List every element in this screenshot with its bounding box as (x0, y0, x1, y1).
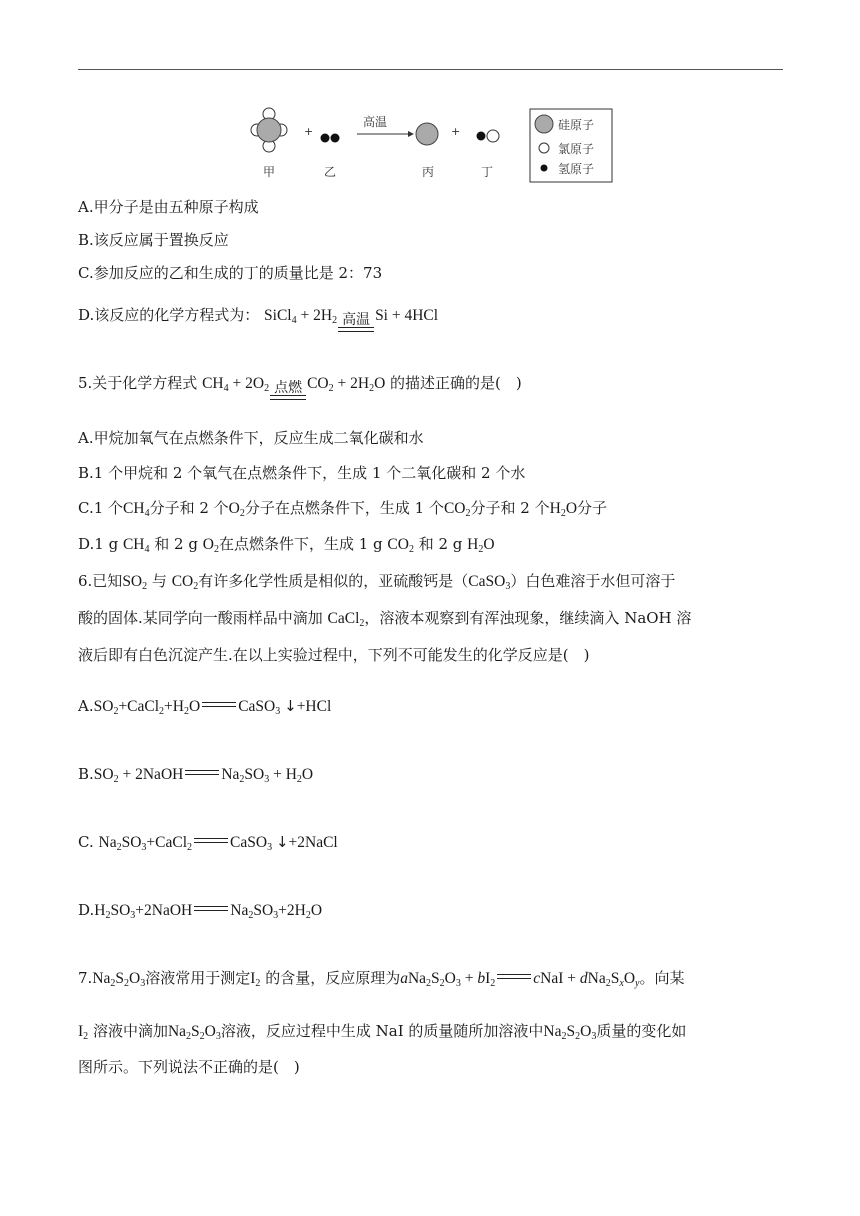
q6-option-c: C. $Na_2SO_3+CaCl_2$ CaSO$_3$ ↓+2NaCl (78, 833, 338, 853)
h-atom-icon (331, 134, 340, 143)
q6-stem-line2: 酸的固体.某同学向一酸雨样品中滴加 CaCl$_2$，溶液本观察到有浑浊现象，继续滴入 NaOH 溶 (78, 609, 692, 629)
q4-option-d: D.该反应的化学方程式为： SiCl$_4$ + $2H_2$ 高温 Si + 4HCl (78, 305, 438, 332)
legend-si: 硅原子 (558, 118, 595, 132)
q5-option-c: C.1 个$CH_4$分子和 2 个$O_2$分子在点燃条件下，生成 1 个$CO_2$分子和 2 个$H_2O$分子 (78, 499, 608, 519)
q7-stem-line2: $I_2$ 溶液中滴加$Na_2S_2O_3$溶液，反应过程中生成 NaI 的质量随所加溶液中$Na_2S_2O_3$质量的变化如 (78, 1022, 687, 1042)
q4-option-c: C.参加反应的乙和生成的丁的质量比是 2：73 (78, 264, 383, 282)
q4-option-b: B.该反应属于置换反应 (78, 231, 229, 249)
q6-stem-line1: 6.已知$SO_2$ 与 $CO_2$有许多化学性质是相似的，亚硫酸钙是（CaSO$_3$）白色难溶于水但可溶于 (78, 572, 676, 592)
label-bing: 丙 (422, 165, 435, 179)
q7-stem-line1: $7.Na_2S_2O_3$溶液常用于测定$I_2$ 的含量，反应原理为$aNa_2S_2O_3 + bI_2$ cNaI + $dNa_2S_xO_y$。向某 (78, 969, 685, 989)
label-ding: 丁 (481, 165, 494, 179)
q7-stem-line3: 图所示。下列说法不正确的是( ) (78, 1058, 300, 1076)
label-jia: 甲 (263, 165, 276, 179)
si-atom-icon (535, 115, 553, 133)
si-atom-icon (416, 123, 438, 145)
legend-cl: 氯原子 (558, 142, 595, 156)
h-atom-icon (321, 134, 330, 143)
si-atom-icon (257, 118, 281, 142)
legend-h: 氢原子 (558, 162, 595, 176)
q6-option-a: $A.SO_2+CaCl_2+H_2O$ CaSO$_3$ ↓+HCl (78, 697, 332, 717)
svg-text:+: + (304, 125, 314, 138)
q4-option-a: A.甲分子是由五种原子构成 (78, 198, 259, 216)
h-atom-icon (477, 132, 486, 141)
svg-text:+: + (451, 125, 461, 138)
cl-atom-icon (539, 143, 549, 153)
diagram-condition: 高温 (363, 115, 388, 129)
q5-option-b: B.1 个甲烷和 2 个氧气在点燃条件下，生成 1 个二氧化碳和 2 个水 (78, 464, 526, 482)
q6-option-d: $D.H_2SO_3+2NaOH$ $Na_2SO_3+2H_2O$ (78, 901, 323, 921)
q5-option-a: A.甲烷加氧气在点燃条件下，反应生成二氧化碳和水 (78, 429, 424, 447)
q6-option-b: $B.SO_2$ + 2NaOH $Na_2SO_3 + H_2O$ (78, 765, 314, 785)
h-atom-icon (541, 165, 548, 172)
q5-stem: 5.关于化学方程式 $CH_4 + 2O_2$ 点燃 $CO_2 + 2H_2O$ 的描述正确的是( ) (78, 373, 522, 400)
cl-atom-icon (487, 130, 499, 142)
q5-option-d: D.1 g $CH_4$ 和 2 g $O_2$在点燃条件下，生成 1 g $CO_2$ 和 2 g $H_2O$ (78, 535, 495, 555)
q6-stem-line3: 液后即有白色沉淀产生.在以上实验过程中，下列不可能发生的化学反应是( ) (78, 646, 590, 664)
header-rule (78, 69, 783, 70)
label-yi: 乙 (324, 165, 337, 179)
reaction-diagram (240, 100, 620, 186)
